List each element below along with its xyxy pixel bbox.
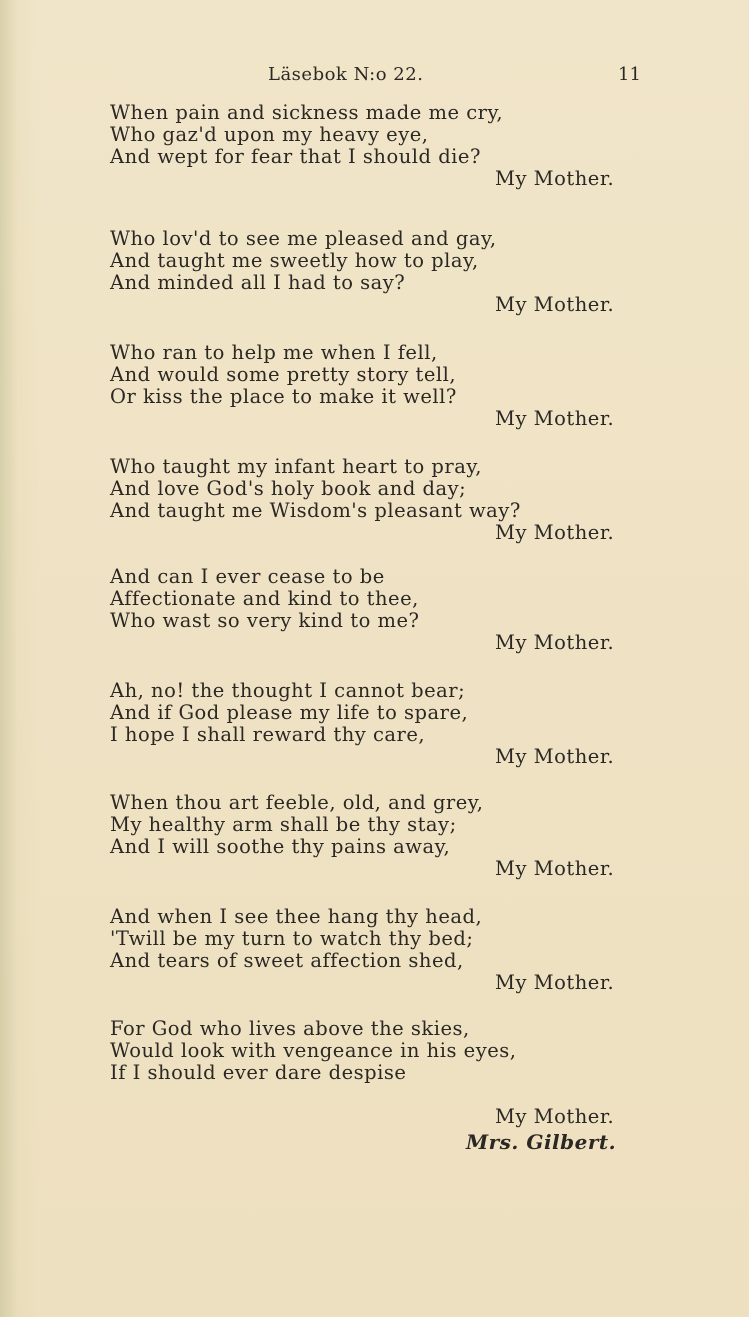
refrain: My Mother. <box>495 631 615 654</box>
refrain: My Mother. <box>495 1105 615 1128</box>
stanza-7 <box>110 792 630 880</box>
poem-line: And taught me Wisdom's pleasant way? <box>110 499 521 522</box>
author-signature: Mrs. Gilbert. <box>466 1130 617 1154</box>
refrain: My Mother. <box>495 293 615 316</box>
poem-line: And can I ever cease to be <box>110 565 385 588</box>
poem-line: I hope I shall reward thy care, <box>110 723 426 746</box>
poem-line: Who lov'd to see me pleased and gay, <box>110 227 497 250</box>
refrain: My Mother. <box>495 167 615 190</box>
refrain: My Mother. <box>495 521 615 544</box>
poem-line: Who gaz'd upon my heavy eye, <box>110 123 429 146</box>
page-header <box>0 64 749 88</box>
poem-line: And love God's holy book and day; <box>110 477 467 500</box>
poem-line: And would some pretty story tell, <box>110 363 457 386</box>
poem-line: Or kiss the place to make it well? <box>110 385 457 408</box>
page-number: 11 <box>618 64 641 85</box>
stanza-5 <box>110 566 630 654</box>
stanza-8 <box>110 906 630 994</box>
poem-line: And tears of sweet affection shed, <box>110 949 464 972</box>
poem-line: And I will soothe thy pains away, <box>110 835 451 858</box>
poem-line: And wept for fear that I should die? <box>110 145 481 168</box>
poem-line: If I should ever dare despise <box>110 1061 407 1084</box>
refrain: My Mother. <box>495 745 615 768</box>
stanza-6 <box>110 680 630 768</box>
poem-line: 'Twill be my turn to watch thy bed; <box>110 927 474 950</box>
poem-line: Ah, no! the thought I cannot bear; <box>110 679 466 702</box>
poem-line: For God who lives above the skies, <box>110 1017 470 1040</box>
poem-line: Would look with vengeance in his eyes, <box>110 1039 517 1062</box>
poem-line: My healthy arm shall be thy stay; <box>110 813 457 836</box>
refrain: My Mother. <box>495 857 615 880</box>
refrain: My Mother. <box>495 971 615 994</box>
poem-line: When pain and sickness made me cry, <box>110 101 504 124</box>
poem-line: And taught me sweetly how to play, <box>110 249 479 272</box>
running-title: Läsebok N:o 22. <box>268 64 424 85</box>
poem-line: Who ran to help me when I fell, <box>110 341 438 364</box>
poem-line: Who wast so very kind to me? <box>110 609 420 632</box>
stanza-4 <box>110 456 630 544</box>
stanza-3 <box>110 342 630 430</box>
refrain: My Mother. <box>495 407 615 430</box>
poem-line: Affectionate and kind to thee, <box>110 587 419 610</box>
poem-line: And when I see thee hang thy head, <box>110 905 483 928</box>
poem-line: Who taught my infant heart to pray, <box>110 455 482 478</box>
stanza-9 <box>110 1018 630 1104</box>
poem-line: When thou art feeble, old, and grey, <box>110 791 484 814</box>
poem-line: And minded all I had to say? <box>110 271 406 294</box>
stanza-1 <box>110 102 630 190</box>
stanza-2 <box>110 228 630 316</box>
spacer <box>110 1084 630 1104</box>
stanza-9-refrain <box>110 1106 630 1128</box>
poem-line: And if God please my life to spare, <box>110 701 469 724</box>
